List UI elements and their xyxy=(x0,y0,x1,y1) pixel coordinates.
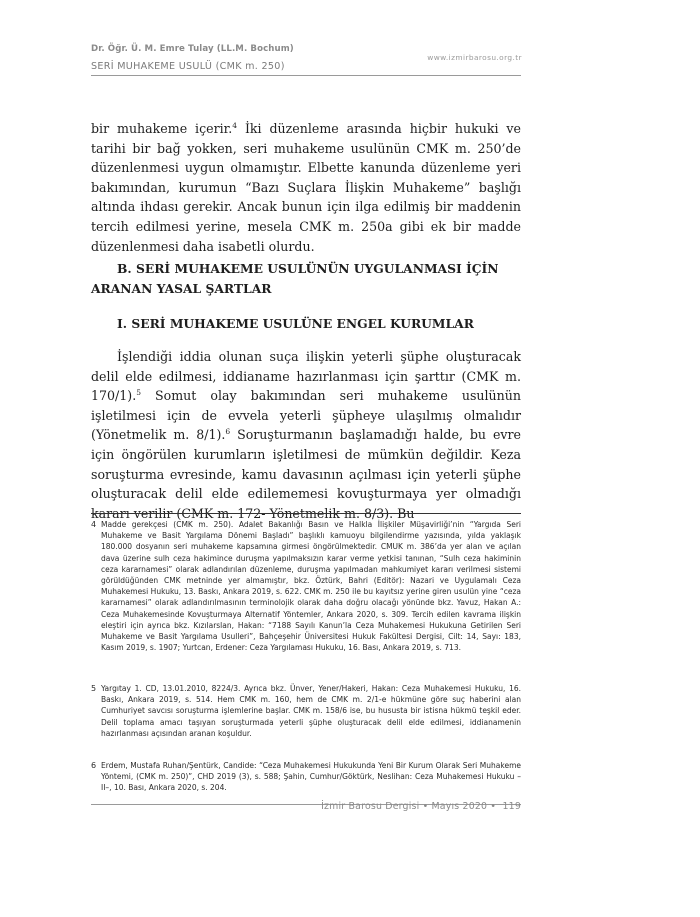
footer xyxy=(321,801,521,812)
page-number: 119 xyxy=(502,801,521,812)
header-running-title: SERİ MUHAKEME USULÜ (CMK m. 250) xyxy=(91,61,285,72)
footnote-number: 4 xyxy=(91,520,97,529)
paragraph-2-text-a: İşlendiği iddia olunan suça ilişkin yeterli şüphe oluşturacak delil elde edilmesi, iddianame hazırlanması için şarttır (CMK m. 170/1). xyxy=(91,349,521,404)
header-author: Dr. Öğr. Ü. M. Emre Tulay (LL.M. Bochum) xyxy=(91,44,294,54)
footnote-ref-6[interactable]: 6 xyxy=(225,427,231,437)
footnote-5 xyxy=(91,683,521,739)
footnote-number: 6 xyxy=(91,761,97,770)
subsection-heading-i: I. SERİ MUHAKEME USULÜNE ENGEL KURUMLAR xyxy=(117,316,474,331)
footnote-6 xyxy=(91,760,521,794)
footnote-text: Yargıtay 1. CD, 13.01.2010, 8224/3. Ayrıca bkz. Ünver, Yener/Hakeri, Hakan: Ceza Muhakemesi Hukuku, 16. Baskı, Ankara 2019, s. 514. Hem CMK m. 160, hem de CMK m. 2/1-e hükmüne göre suç haberini alan Cumhuriyet savcısı soruşturma işlemlerine başlar. CMK m. 158/6 ise, bu hususta bir istisna hükmü teşkil eder. Delil toplama amacı taşıyan soruşturmada yeterli şüphe oluşturacak delil elde edilmesi, iddianamenin hazırlanması açısından aranan koşuldur. xyxy=(101,684,521,738)
paragraph-2-text-b: Somut olay bakımından seri muhakeme usulünün işletilmesi için de evvela yeterli şüpheye ulaşılmış olmalıdır (Yönetmelik m. 8/1). xyxy=(91,388,521,443)
footnote-ref-5[interactable]: 5 xyxy=(136,388,141,397)
header-rule xyxy=(91,75,521,76)
header-url: www.izmirbarosu.org.tr xyxy=(427,53,522,62)
footnote-text: Madde gerekçesi (CMK m. 250). Adalet Bakanlığı Basın ve Halkla İlişkiler Müşavirliği’nin “Yargıda Seri Muhakeme ve Basit Yargılama Dönemi Başladı” başlıklı kamuoyu bilgilendirme yazısında, yılda yaklaşık 180.000 dosyanın seri muhakeme kapsamına girmesi öngörülmektedir. CMUK m. 386’da yer alan ve açılan dava üzerine sulh ceza hakimince duruşma yapılmaksızın karar verme yetkisi tanınan, “Sulh ceza hakiminin ceza kararnamesi” olarak adlandırılan düzenleme, duruşma yapılmadan mahkumiyet kararı verilmesi sistemi görüldüğünden CMK metninde yer almamıştır, bkz. Öztürk, Bahri (Editör): Nazari ve Uygulamalı Ceza Muhakemesi Hukuku, 13. Baskı, Ankara 2019, s. 622. CMK m. 250 ile bu kayıtsız yerine giren usulün yine “ceza kararnamesi” olarak adlandırılmasının terminolojik olarak daha doğru olacağı yönünde bkz. Yavuz, Hakan A.: Ceza Muhakemesinde Kovuşturmaya Alternatif Yöntemler, Ankara 2020, s. 309. Tercih edilen kavrama ilişkin eleştiri için ayrıca bkz. Kızılarslan, Hakan: “7188 Sayılı Kanun’la Ceza Muhakemesi Hukukuna Getirilen Seri Muhakeme ve Basit Yargılama Usulleri”, Bahçeşehir Üniversitesi Hukuk Fakültesi Dergisi, Cilt: 14, Sayı: 183, Kasım 2019, s. 1907; Yurtcan, Erdener: Ceza Yargılaması Hukuku, 16. Bası, Ankara 2019, s. 713. xyxy=(101,520,521,653)
paragraph-2 xyxy=(91,347,521,523)
footnote-separator xyxy=(91,513,521,514)
footnote-4 xyxy=(91,519,521,653)
paragraph-2-text-c: Soruşturmanın başlamadığı halde, bu evre için öngörülen kurumların işletilmesi de mümkün değildir. Keza soruşturma evresinde, kamu davasının açılması için yeterli şüphe oluşturacak delil elde edilememesi kovuşturmaya yer olmadığı kararı verilir (CMK m. 172- Yönetmelik m. 8/3). Bu xyxy=(91,427,521,521)
paragraph-1-text: bir muhakeme içerir. xyxy=(91,121,233,136)
footnote-number: 5 xyxy=(91,684,97,693)
paragraph-1 xyxy=(91,119,521,256)
footnote-text: Erdem, Mustafa Ruhan/Şentürk, Candide: “Ceza Muhakemesi Hukukunda Yeni Bir Kurum Olarak Seri Muhakeme Yöntemi, (CMK m. 250)”, CHD 2019 (3), s. 588; Şahin, Cumhur/Göktürk, Neslihan: Ceza Muhakemesi Hukuku –II–, 10. Bası, Ankara 2020, s. 204. xyxy=(101,761,521,793)
paragraph-1-rest: İki düzenleme arasında hiçbir hukuki ve tarihi bir bağ yokken, seri muhakeme usulünün CMK m. 250’de düzenlenmesi uygun olmamıştır. Elbette kanunda düzenleme yeri bakımından, kurumun “Bazı Suçlara İlişkin Muhakeme” başlığı altında ihdası gerekir. Ancak bunun için ilga edilmiş bir maddenin tercih edilmesi yerine, mesela CMK m. 250a gibi ek bir madde düzenlenmesi daha isabetli olurdu. xyxy=(91,121,521,254)
section-heading-b: B. SERİ MUHAKEME USULÜNÜN UYGULANMASI İÇİN ARANAN YASAL ŞARTLAR xyxy=(91,261,499,296)
footnote-ref-4[interactable]: 4 xyxy=(232,120,238,130)
footer-journal: İzmir Barosu Dergisi • Mayıs 2020 • xyxy=(321,801,497,812)
